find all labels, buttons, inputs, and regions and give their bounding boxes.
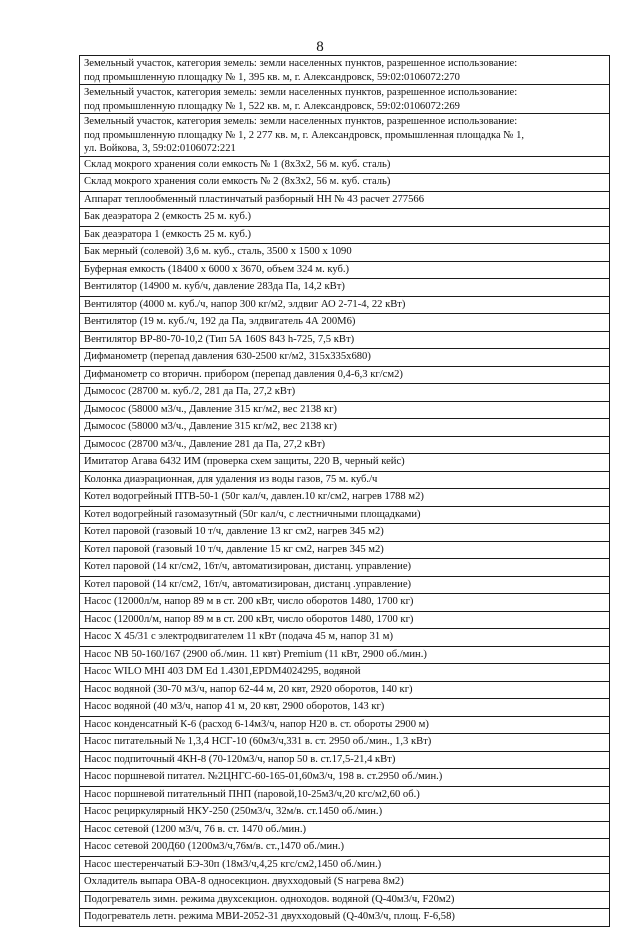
table-row xyxy=(80,209,610,227)
item-description-line: под промышленную площадку № 1, 395 кв. м, г. Александровск, 59:02:0106072:270 xyxy=(84,71,460,83)
item-description-cell xyxy=(80,646,610,664)
table-row xyxy=(80,56,610,85)
table-row xyxy=(80,349,610,367)
item-description-line: Насос подпиточный 4КН-8 (70-120м3/ч, напор 50 в. ст.17,5-21,4 кВт) xyxy=(84,753,396,765)
table-row xyxy=(80,261,610,279)
item-description-cell xyxy=(80,541,610,559)
item-description-cell xyxy=(80,209,610,227)
item-description-cell xyxy=(80,156,610,174)
item-description-line: Насос шестеренчатый БЭ-30п (18м3/ч,4,25 кгс/см2,1450 об./мин.) xyxy=(84,858,382,870)
table-row xyxy=(80,891,610,909)
table-row xyxy=(80,401,610,419)
table-row xyxy=(80,681,610,699)
item-description-line: ул. Войкова, 3, 59:02:0106072:221 xyxy=(84,143,236,154)
table-row xyxy=(80,804,610,822)
item-description-line: Насос Х 45/31 с электродвигателем 11 кВт (подача 45 м, напор 31 м) xyxy=(84,631,394,642)
item-description-line: Вентилятор (19 м. куб./ч, 192 да Па, элдвигатель 4А 200М6) xyxy=(84,316,356,327)
item-description-line: Земельный участок, категория земель: земли населенных пунктов, разрешенное использование: xyxy=(84,116,518,127)
item-description-line: Аппарат теплообменный пластинчатый разборный НН № 43 расчет 277566 xyxy=(84,193,424,205)
table-row xyxy=(80,716,610,734)
item-description-line: Земельный участок, категория земель: земли населенных пунктов, разрешенное использование: xyxy=(84,58,518,69)
table-row xyxy=(80,594,610,612)
item-description-cell xyxy=(80,114,610,157)
item-description-cell xyxy=(80,804,610,822)
table-row xyxy=(80,436,610,454)
item-description-cell xyxy=(80,699,610,717)
item-description-line: Дифманометр со вторичн. прибором (перепад давления 0,4-6,3 кг/см2) xyxy=(84,368,403,380)
item-description-line: Насос поршневой питател. №2ЦНГС-60-165-01,60м3/ч, 198 в. ст.2950 об./мин.) xyxy=(84,771,443,782)
table-row xyxy=(80,156,610,174)
table-row xyxy=(80,751,610,769)
item-description-line: Насос NB 50-160/167 (2900 об./мин. 11 квт) Premium (11 кВт, 2900 об./мин.) xyxy=(84,648,427,660)
table-row xyxy=(80,559,610,577)
table-row xyxy=(80,629,610,647)
item-description-cell xyxy=(80,366,610,384)
item-description-line: под промышленную площадку № 1, 2 277 кв. м, г. Александровск, промышленная площадка № 1, xyxy=(84,129,525,141)
item-description-line: Бак деаэратора 2 (емкость 25 м. куб.) xyxy=(84,211,252,222)
item-description-cell xyxy=(80,401,610,419)
item-description-line: Насос WILO MHI 403 DM Ed 1.4301,EPDM4024295, водяной xyxy=(84,666,361,677)
table-row xyxy=(80,769,610,787)
item-description-line: Имитатор Агава 6432 ИМ (проверка схем защиты, 220 В, черный кейс) xyxy=(84,456,405,467)
table-row xyxy=(80,821,610,839)
item-description-cell xyxy=(80,524,610,542)
table-row xyxy=(80,419,610,437)
table-row xyxy=(80,366,610,384)
item-description-cell xyxy=(80,419,610,437)
item-description-line: Насос сетевой 200Д60 (1200м3/ч,76м/в. ст.,1470 об./мин.) xyxy=(84,841,345,852)
item-description-cell xyxy=(80,85,610,114)
table-row xyxy=(80,839,610,857)
item-description-line: Земельный участок, категория земель: земли населенных пунктов, разрешенное использование: xyxy=(84,87,518,98)
item-description-cell xyxy=(80,681,610,699)
item-description-cell xyxy=(80,611,610,629)
item-description-cell xyxy=(80,454,610,472)
item-description-cell xyxy=(80,331,610,349)
table-row xyxy=(80,331,610,349)
item-description-line: Дымосос (28700 м3/ч., Давление 281 да Па, 27,2 кВт) xyxy=(84,438,326,450)
table-row xyxy=(80,856,610,874)
item-description-cell xyxy=(80,629,610,647)
item-description-line: Дымосос (58000 м3/ч., Давление 315 кг/м2, вес 2138 кг) xyxy=(84,403,337,415)
item-description-cell xyxy=(80,384,610,402)
item-description-cell xyxy=(80,734,610,752)
table-row xyxy=(80,646,610,664)
item-description-line: Склад мокрого хранения соли емкость № 2 (8х3х2, 56 м. куб. сталь) xyxy=(84,176,391,187)
item-description-line: Насос поршневой питательный ПНП (паровой,10-25м3/ч,20 кгс/м2,60 об.) xyxy=(84,788,420,800)
table-row xyxy=(80,384,610,402)
item-description-line: Подогреватель летн. режима МВИ-2052-31 двухходовый (Q-40м3/ч, площ. F-6,58) xyxy=(84,911,455,922)
item-description-cell xyxy=(80,594,610,612)
item-description-line: Вентилятор ВР-80-70-10,2 (Тип 5А 160S 843 h-725, 7,5 кВт) xyxy=(84,333,355,345)
table-row xyxy=(80,244,610,262)
table-row xyxy=(80,226,610,244)
item-description-line: Бак деаэратора 1 (емкость 25 м. куб.) xyxy=(84,228,252,240)
item-description-cell xyxy=(80,769,610,787)
item-description-cell xyxy=(80,856,610,874)
item-description-line: Колонка диаэрационная, для удаления из воды газов, 75 м. куб./ч xyxy=(84,473,378,485)
item-description-line: Охладитель выпара ОВА-8 односекцион. двухходовый (S нагрева 8м2) xyxy=(84,876,404,887)
table-row xyxy=(80,541,610,559)
property-list-body xyxy=(80,56,610,927)
item-description-line: Подогреватель зимн. режима двухсекцион. одноходов. водяной (Q-40м3/ч, F20м2) xyxy=(84,893,455,905)
item-description-cell xyxy=(80,174,610,192)
item-description-line: Насос водяной (30-70 м3/ч, напор 62-44 м, 20 квт, 2920 оборотов, 140 кг) xyxy=(84,683,413,695)
item-description-line: Котел паровой (газовый 10 т/ч, давление 13 кг см2, нагрев 345 м2) xyxy=(84,526,384,537)
item-description-cell xyxy=(80,891,610,909)
item-description-cell xyxy=(80,261,610,279)
table-row xyxy=(80,734,610,752)
item-description-cell xyxy=(80,191,610,209)
item-description-cell xyxy=(80,471,610,489)
item-description-cell xyxy=(80,279,610,297)
item-description-cell xyxy=(80,436,610,454)
table-row xyxy=(80,874,610,892)
item-description-cell xyxy=(80,559,610,577)
item-description-cell xyxy=(80,576,610,594)
item-description-cell xyxy=(80,314,610,332)
table-row xyxy=(80,114,610,157)
table-row xyxy=(80,489,610,507)
table-row xyxy=(80,174,610,192)
table-row xyxy=(80,909,610,927)
item-description-line: Котел водогрейный ПТВ-50-1 (50г кал/ч, давлен.10 кг/см2, нагрев 1788 м2) xyxy=(84,491,424,502)
item-description-cell xyxy=(80,839,610,857)
table-row xyxy=(80,611,610,629)
item-description-line: Насос конденсатный К-6 (расход 6-14м3/ч, напор Н20 в. ст. обороты 2900 м) xyxy=(84,718,429,730)
item-description-line: Дифманометр (перепад давления 630-2500 кг/м2, 315х335х680) xyxy=(84,351,371,362)
item-description-cell xyxy=(80,506,610,524)
item-description-line: Насос (12000л/м, напор 89 м в ст. 200 кВт, число оборотов 1480, 1700 кг) xyxy=(84,613,414,625)
item-description-line: Насос (12000л/м, напор 89 м в ст. 200 кВт, число оборотов 1480, 1700 кг) xyxy=(84,596,414,607)
item-description-line: Дымосос (28700 м. куб./2, 281 да Па, 27,2 кВт) xyxy=(84,386,296,397)
item-description-cell xyxy=(80,786,610,804)
table-row xyxy=(80,314,610,332)
item-description-line: Склад мокрого хранения соли емкость № 1 (8х3х2, 56 м. куб. сталь) xyxy=(84,158,391,170)
item-description-line: Котел паровой (14 кг/см2, 16т/ч, автоматизирован, дистанц. управление) xyxy=(84,561,412,572)
item-description-cell xyxy=(80,489,610,507)
table-row xyxy=(80,454,610,472)
item-description-line: Дымосос (58000 м3/ч., Давление 315 кг/м2, вес 2138 кг) xyxy=(84,421,337,432)
table-row xyxy=(80,576,610,594)
item-description-cell xyxy=(80,821,610,839)
item-description-line: Насос сетевой (1200 м3/ч, 76 в. ст. 1470 об./мин.) xyxy=(84,823,307,835)
item-description-cell xyxy=(80,874,610,892)
item-description-cell xyxy=(80,664,610,682)
item-description-line: Насос рециркулярный НКУ-250 (250м3/ч, 32м/в. ст.1450 об./мин.) xyxy=(84,806,383,817)
item-description-line: под промышленную площадку № 1, 522 кв. м, г. Александровск, 59:02:0106072:269 xyxy=(84,100,460,112)
item-description-line: Котел паровой (газовый 10 т/ч, давление 15 кг см2, нагрев 345 м2) xyxy=(84,543,384,555)
item-description-cell xyxy=(80,349,610,367)
item-description-line: Вентилятор (4000 м. куб./ч, напор 300 кг/м2, элдвиг АО 2-71-4, 22 кВт) xyxy=(84,298,406,310)
item-description-cell xyxy=(80,716,610,734)
table-row xyxy=(80,471,610,489)
item-description-cell xyxy=(80,226,610,244)
table-row xyxy=(80,786,610,804)
item-description-cell xyxy=(80,909,610,927)
item-description-line: Котел паровой (14 кг/см2, 16т/ч, автоматизирован, дистанц .управление) xyxy=(84,578,412,590)
table-row xyxy=(80,279,610,297)
table-row xyxy=(80,191,610,209)
item-description-line: Вентилятор (14900 м. куб/ч, давление 283да Па, 14,2 кВт) xyxy=(84,281,345,292)
table-row xyxy=(80,506,610,524)
table-row xyxy=(80,664,610,682)
item-description-cell xyxy=(80,244,610,262)
table-row xyxy=(80,699,610,717)
item-description-cell xyxy=(80,296,610,314)
table-row xyxy=(80,85,610,114)
table-row xyxy=(80,524,610,542)
item-description-line: Насос водяной (40 м3/ч, напор 41 м, 20 квт, 2900 оборотов, 143 кг) xyxy=(84,701,385,712)
item-description-line: Котел водогрейный газомазутный (50г кал/ч, с лестничными площадками) xyxy=(84,508,421,520)
item-description-cell xyxy=(80,751,610,769)
page-number: 8 xyxy=(316,39,324,55)
table-row xyxy=(80,296,610,314)
property-list-table xyxy=(79,55,610,927)
item-description-cell xyxy=(80,56,610,85)
item-description-line: Буферная емкость (18400 х 6000 х 3670, объем 324 м. куб.) xyxy=(84,263,350,275)
item-description-line: Насос питательный № 1,3,4 НСГ-10 (60м3/ч,331 в. ст. 2950 об./мин., 1,3 кВт) xyxy=(84,736,432,747)
item-description-line: Бак мерный (солевой) 3,6 м. куб., сталь, 3500 х 1500 х 1090 xyxy=(84,246,352,257)
